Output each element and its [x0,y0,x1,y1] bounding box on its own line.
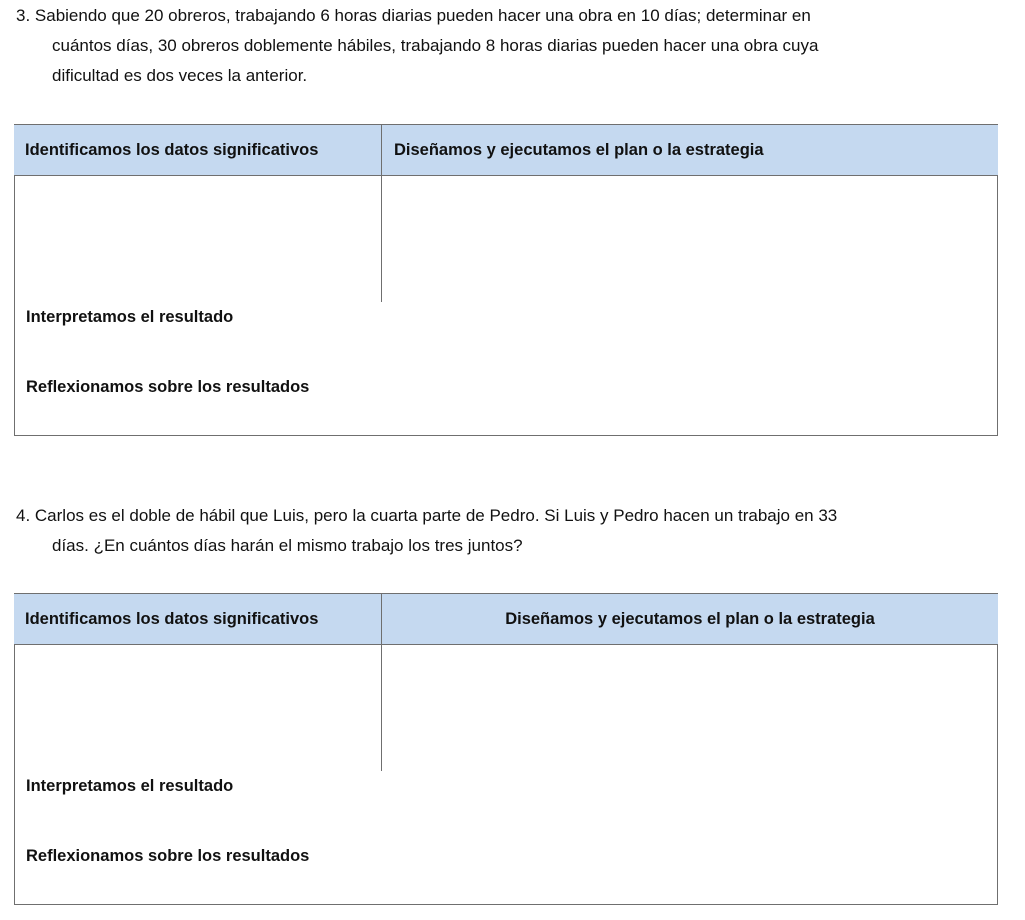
problem-3-line-2: cuántos días, 30 obreros doblemente hábiles, trabajando 8 horas diarias pueden hacer una obra cuya [52,36,819,55]
header-identify-data: Identificamos los datos significativos [14,594,382,644]
reflect-results-section[interactable] [14,841,998,905]
worksheet-header-row [14,593,998,645]
problem-4-statement [16,501,1006,561]
worksheet-header-row [14,124,998,176]
reflect-results-section[interactable] [14,372,998,436]
identify-data-area[interactable] [14,176,382,302]
interpret-result-label: Interpretamos el resultado [26,308,234,326]
reflect-results-label: Reflexionamos sobre los resultados [26,378,310,396]
reflect-results-label: Reflexionamos sobre los resultados [26,847,310,865]
interpret-result-label: Interpretamos el resultado [26,777,234,795]
design-plan-area[interactable] [382,176,998,302]
problem-4-line-1: 4. Carlos es el doble de hábil que Luis, pero la cuarta parte de Pedro. Si Luis y Pedro hacen un trabajo en 33 [16,506,838,525]
problem-3-worksheet [14,124,998,436]
problem-4-worksheet [14,593,998,905]
worksheet-work-row [14,645,998,771]
header-identify-data: Identificamos los datos significativos [14,125,382,175]
header-design-plan: Diseñamos y ejecutamos el plan o la estrategia [394,140,764,159]
interpret-result-section[interactable] [14,302,998,372]
worksheet-work-row [14,176,998,302]
interpret-result-section[interactable] [14,771,998,841]
problem-4-line-2: días. ¿En cuántos días harán el mismo trabajo los tres juntos? [52,536,523,555]
identify-data-area[interactable] [14,645,382,771]
problem-3-statement [16,1,1006,91]
design-plan-area[interactable] [382,645,998,771]
header-design-plan: Diseñamos y ejecutamos el plan o la estrategia [505,609,875,628]
problem-3-line-1: 3. Sabiendo que 20 obreros, trabajando 6 horas diarias pueden hacer una obra en 10 días; determinar en [16,6,811,25]
problem-3-line-3: dificultad es dos veces la anterior. [52,66,308,85]
